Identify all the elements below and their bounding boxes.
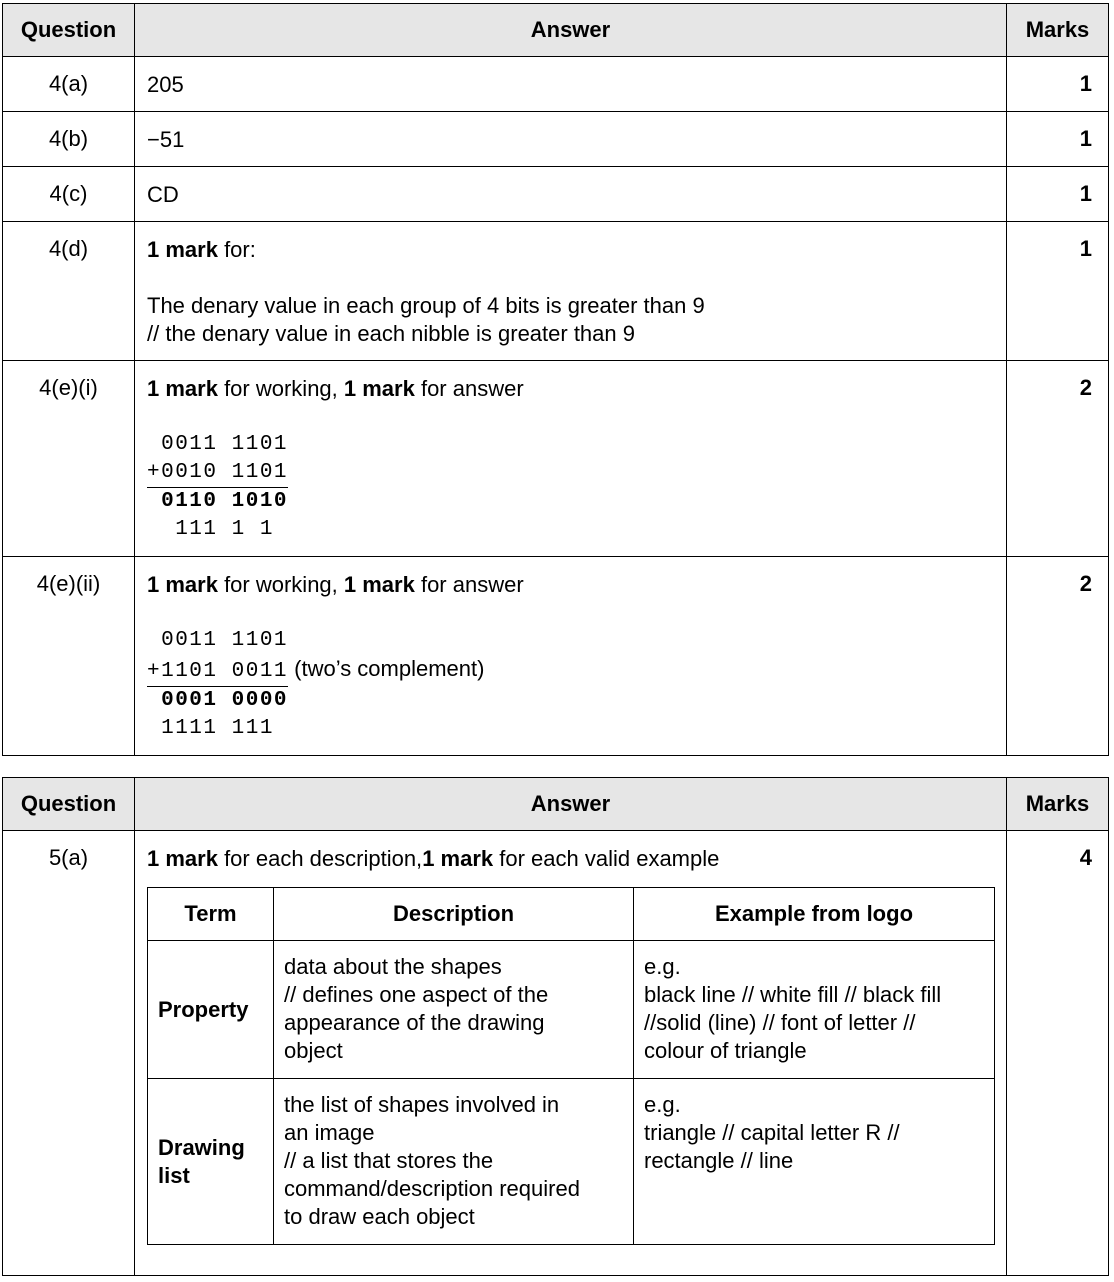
answer-line: The denary value in each group of 4 bits is greater than 9 [147, 293, 705, 318]
complement-note: (two’s complement) [288, 656, 485, 681]
answer-cell [135, 831, 1007, 1276]
answer-cell [135, 222, 1007, 361]
question-cell: 4(e)(ii) [3, 557, 135, 756]
mark-text: for working, [217, 376, 344, 401]
marks-header: Marks [1007, 778, 1109, 831]
marks-cell: 1 [1007, 57, 1109, 112]
mark-label: 1 mark [343, 572, 415, 597]
binary-line: +1101 0011 [147, 658, 288, 687]
table-row [3, 557, 1109, 756]
question-cell: 5(a) [3, 831, 135, 1276]
marks-header: Marks [1007, 4, 1109, 57]
answer-cell: −51 [135, 112, 1007, 167]
description-cell [274, 941, 634, 1079]
answer-cell: 205 [135, 57, 1007, 112]
question-cell: 4(a) [3, 57, 135, 112]
description-line: // defines one aspect of the [284, 982, 549, 1007]
table-row [3, 831, 1109, 1276]
example-line: triangle // capital letter R // [644, 1120, 900, 1145]
table-header-row [3, 778, 1109, 831]
marks-cell: 4 [1007, 831, 1109, 1276]
example-line: e.g. [644, 1092, 681, 1117]
table-row [3, 361, 1109, 557]
mark-label: 1 mark [422, 846, 494, 871]
description-line: data about the shapes [284, 954, 502, 979]
description-line: appearance of the drawing [284, 1010, 545, 1035]
mark-scheme-table-q5 [2, 777, 1109, 1276]
terms-row [148, 1079, 995, 1245]
description-line: the list of shapes involved in [284, 1092, 560, 1117]
description-line: // a list that stores the [284, 1148, 494, 1173]
description-line: object [284, 1038, 343, 1063]
term-header: Term [148, 888, 274, 941]
mark-label-rest: for: [217, 237, 256, 262]
answer-cell: CD [135, 167, 1007, 222]
term-line: Drawing [158, 1134, 245, 1160]
binary-working [147, 627, 996, 743]
mark-label: 1 mark [147, 376, 218, 401]
question-cell: 4(e)(i) [3, 361, 135, 557]
example-header: Example from logo [634, 888, 995, 941]
example-line: //solid (line) // font of letter // [644, 1010, 916, 1035]
marks-cell: 1 [1007, 167, 1109, 222]
example-line: black line // white fill // black fill [644, 982, 942, 1007]
carry-line: 111 1 1 [147, 518, 274, 541]
table-header-row [3, 4, 1109, 57]
answer-cell [135, 557, 1007, 756]
mark-scheme-table-q4 [2, 3, 1109, 756]
term-cell [148, 1079, 274, 1245]
marks-cell: 2 [1007, 361, 1109, 557]
question-header: Question [3, 778, 135, 831]
answer-header: Answer [135, 778, 1007, 831]
example-cell [634, 1079, 995, 1245]
terms-header-row [148, 888, 995, 941]
table-row [3, 57, 1109, 112]
example-line: colour of triangle [644, 1038, 807, 1063]
mark-text: for working, [217, 572, 344, 597]
question-header: Question [3, 4, 135, 57]
marks-cell: 2 [1007, 557, 1109, 756]
mark-text: for each valid example [493, 846, 720, 871]
binary-result: 0001 0000 [147, 689, 289, 712]
terms-row [148, 941, 995, 1079]
carry-line: 1111 111 [147, 717, 274, 740]
description-line: an image [284, 1120, 375, 1145]
mark-text: for answer [414, 572, 524, 597]
marks-cell: 1 [1007, 222, 1109, 361]
table-row [3, 112, 1109, 167]
example-line: rectangle // line [644, 1148, 794, 1173]
question-cell: 4(b) [3, 112, 135, 167]
example-cell [634, 941, 995, 1079]
binary-working [147, 431, 996, 544]
answer-header: Answer [135, 4, 1007, 57]
description-line: command/description required [284, 1176, 580, 1201]
binary-result: 0110 1010 [147, 490, 289, 513]
marks-cell: 1 [1007, 112, 1109, 167]
question-cell: 4(c) [3, 167, 135, 222]
answer-line: // the denary value in each nibble is greater than 9 [147, 321, 635, 346]
mark-label: 1 mark [147, 237, 218, 262]
table-row [3, 167, 1109, 222]
description-cell [274, 1079, 634, 1245]
mark-label: 1 mark [147, 846, 218, 871]
answer-cell [135, 361, 1007, 557]
mark-text: for answer [414, 376, 524, 401]
example-line: e.g. [644, 954, 681, 979]
term-line: list [158, 1162, 190, 1188]
binary-line: 0011 1101 [147, 433, 289, 456]
mark-text: for each description, [217, 846, 423, 871]
binary-line: +0010 1101 [147, 459, 288, 488]
description-line: to draw each object [284, 1204, 475, 1229]
mark-label: 1 mark [147, 572, 218, 597]
terms-table [147, 887, 995, 1245]
table-row [3, 222, 1109, 361]
term-cell: Property [148, 941, 274, 1079]
question-cell: 4(d) [3, 222, 135, 361]
binary-line: 0011 1101 [147, 629, 289, 652]
mark-label: 1 mark [343, 376, 415, 401]
description-header: Description [274, 888, 634, 941]
